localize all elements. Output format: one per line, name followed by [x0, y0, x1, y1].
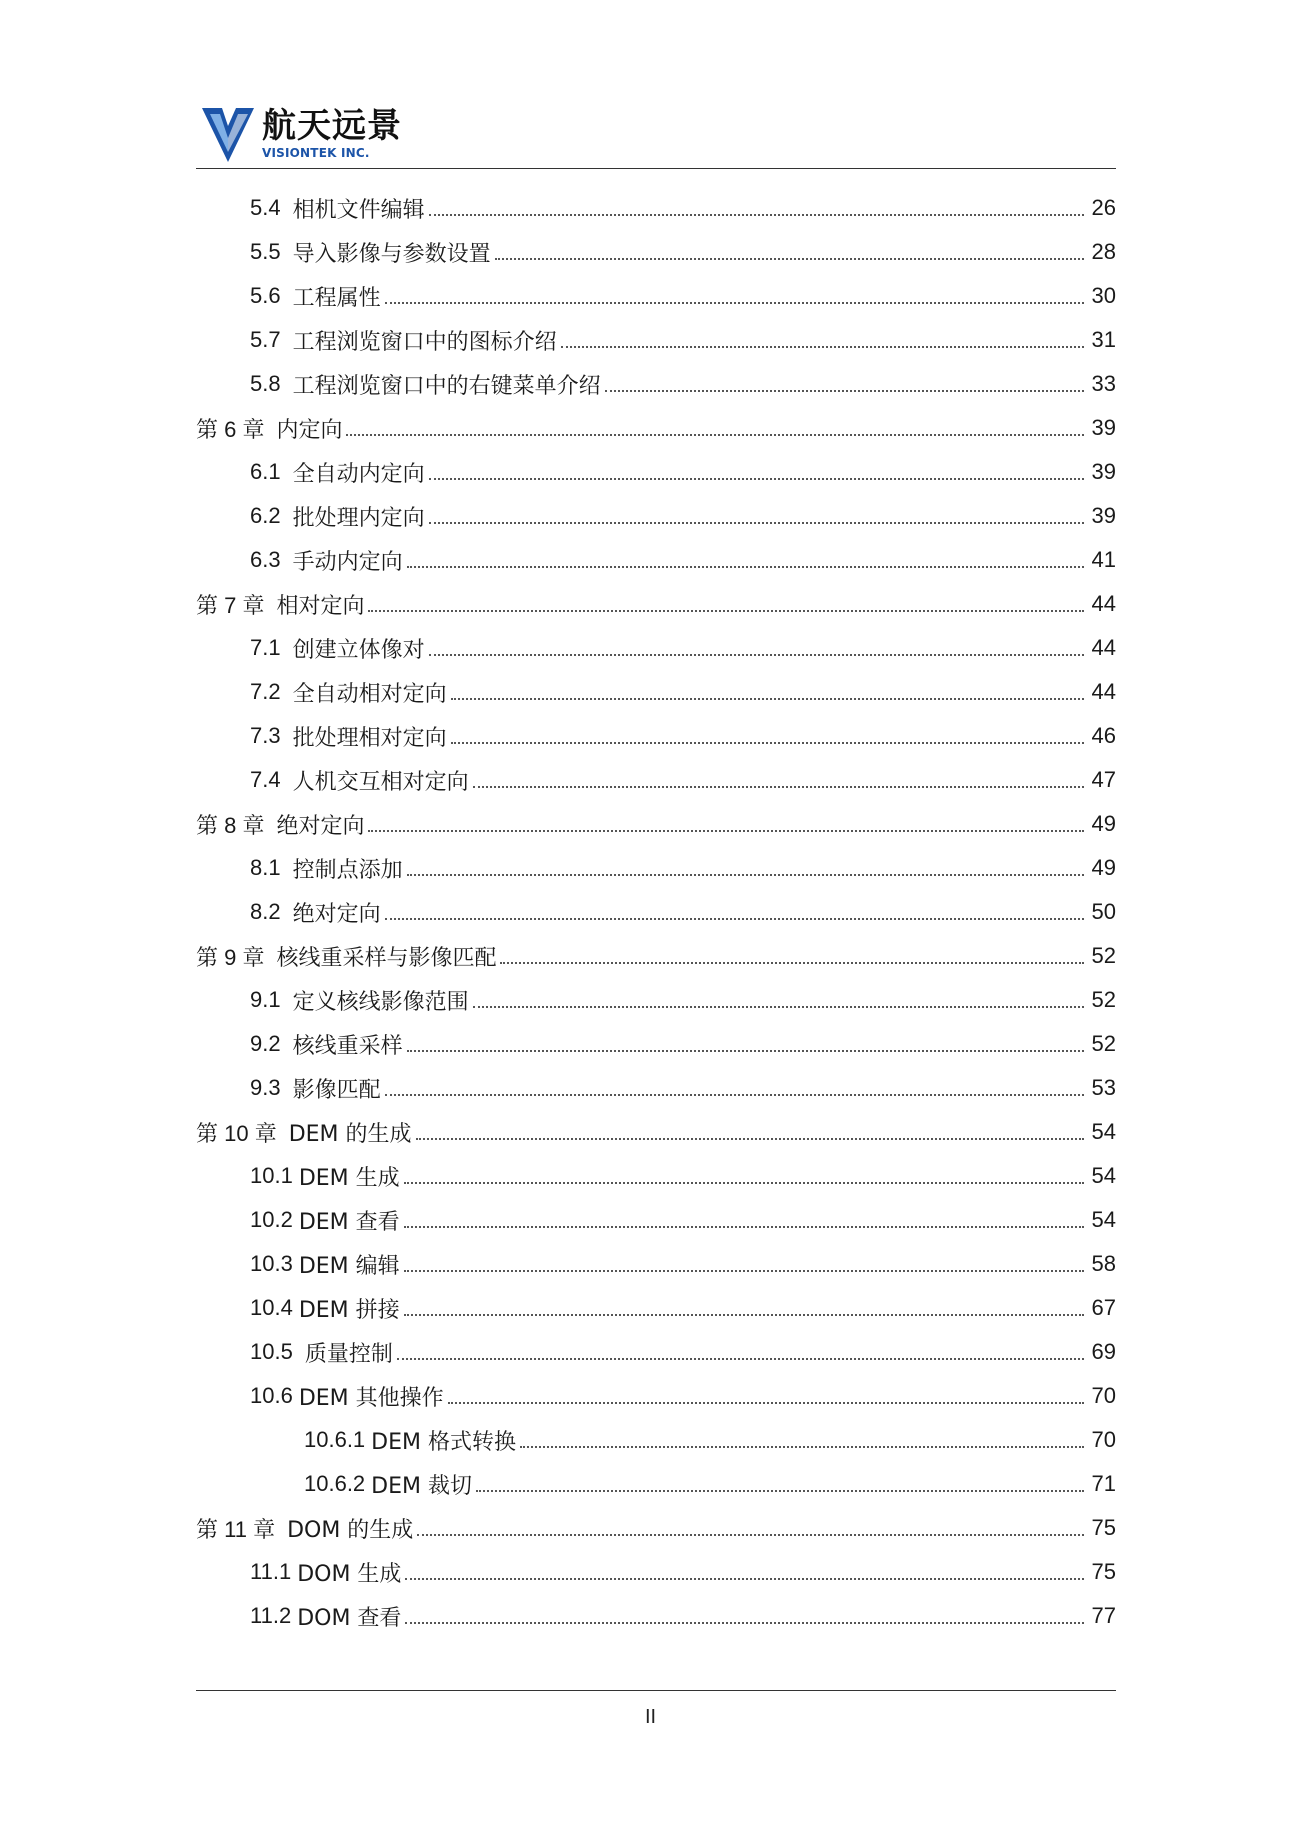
toc-entry-title: 影像匹配 [292, 1077, 381, 1103]
toc-entry-number: 9.2 [250, 1031, 281, 1056]
toc-dot-leader [407, 874, 1084, 876]
toc-section-entry[interactable] [196, 1330, 1116, 1374]
toc-section-entry[interactable] [196, 714, 1116, 758]
toc-entry-number: 7.3 [250, 723, 281, 748]
page-number: II [644, 1706, 657, 1728]
toc-entry-number: 5.4 [250, 195, 281, 220]
toc-entry-page: 39 [1091, 415, 1116, 440]
toc-dot-leader [385, 1094, 1084, 1096]
toc-entry-number: 11.2 [250, 1603, 292, 1628]
toc-entry-number: 9.1 [250, 987, 281, 1012]
toc-entry-title: DEM 编辑 [298, 1253, 400, 1279]
toc-dot-leader [429, 478, 1084, 480]
toc-entry-page: 70 [1091, 1383, 1116, 1408]
toc-entry-page: 44 [1091, 679, 1116, 704]
toc-entry-number: 6.3 [250, 547, 281, 572]
toc-entry-page: 54 [1091, 1119, 1116, 1144]
toc-entry-page: 31 [1091, 327, 1116, 352]
toc-entry-title: DEM 查看 [298, 1209, 400, 1235]
toc-dot-leader [385, 918, 1084, 920]
toc-dot-leader [404, 1226, 1084, 1228]
toc-entry-title: DEM 其他操作 [298, 1385, 444, 1411]
toc-entry-number: 10.3 [250, 1251, 293, 1276]
visiontek-logo-icon [202, 108, 254, 162]
toc-entry-title: DEM 拼接 [298, 1297, 400, 1323]
toc-entry-number: 5.8 [250, 371, 281, 396]
toc-dot-leader [346, 434, 1084, 436]
toc-dot-leader [416, 1138, 1084, 1140]
toc-entry-title: 批处理相对定向 [292, 725, 447, 751]
toc-entry-page: 71 [1091, 1471, 1116, 1496]
toc-entry-number: 第 11 章 [196, 1516, 276, 1542]
toc-entry-number: 5.5 [250, 239, 281, 264]
toc-entry-title: 核线重采样 [292, 1033, 403, 1059]
toc-dot-leader [417, 1534, 1084, 1536]
toc-section-entry[interactable] [196, 1154, 1116, 1198]
toc-section-entry[interactable] [196, 494, 1116, 538]
toc-dot-leader [476, 1490, 1084, 1492]
toc-entry-title: DOM 的生成 [287, 1517, 414, 1543]
logo-english-name: VISIONTEK INC. [262, 146, 370, 160]
toc-section-entry[interactable] [196, 1418, 1116, 1462]
toc-dot-leader [404, 1270, 1084, 1272]
toc-section-entry[interactable] [196, 1198, 1116, 1242]
toc-section-entry[interactable] [196, 758, 1116, 802]
toc-entry-title: 导入影像与参数设置 [292, 241, 491, 267]
toc-dot-leader [473, 1006, 1084, 1008]
toc-dot-leader [368, 610, 1084, 612]
toc-section-entry[interactable] [196, 230, 1116, 274]
toc-entry-title: 创建立体像对 [292, 637, 425, 663]
toc-entry-title: 批处理内定向 [292, 505, 425, 531]
toc-section-entry[interactable] [196, 1022, 1116, 1066]
toc-entry-number: 10.5 [250, 1339, 293, 1364]
toc-entry-page: 26 [1091, 195, 1116, 220]
toc-entry-number: 第 6 章 [196, 416, 265, 442]
toc-entry-number: 第 9 章 [196, 944, 265, 970]
toc-dot-leader [429, 654, 1084, 656]
toc-chapter-entry[interactable] [196, 582, 1116, 626]
toc-entry-number: 8.1 [250, 855, 281, 880]
toc-section-entry[interactable] [196, 1242, 1116, 1286]
toc-section-entry[interactable] [196, 846, 1116, 890]
toc-dot-leader [429, 214, 1084, 216]
toc-entry-page: 50 [1091, 899, 1116, 924]
toc-entry-title: 全自动相对定向 [292, 681, 447, 707]
toc-section-entry[interactable] [196, 626, 1116, 670]
toc-entry-title: 工程属性 [292, 285, 381, 311]
toc-dot-leader [385, 302, 1084, 304]
toc-entry-page: 52 [1091, 987, 1116, 1012]
toc-entry-number: 第 7 章 [196, 592, 265, 618]
toc-entry-title: 核线重采样与影像匹配 [276, 945, 497, 971]
toc-entry-page: 41 [1091, 547, 1116, 572]
toc-entry-page: 75 [1091, 1515, 1116, 1540]
toc-entry-title: DEM 的生成 [288, 1121, 412, 1147]
toc-chapter-entry[interactable] [196, 1506, 1116, 1550]
toc-entry-page: 39 [1091, 459, 1116, 484]
toc-entry-title: DOM 查看 [297, 1605, 402, 1631]
toc-entry-page: 30 [1091, 283, 1116, 308]
toc-section-entry[interactable] [196, 538, 1116, 582]
toc-entry-title: 定义核线影像范围 [292, 989, 469, 1015]
toc-dot-leader [495, 258, 1084, 260]
toc-entry-title: DOM 生成 [297, 1561, 402, 1587]
toc-entry-page: 46 [1091, 723, 1116, 748]
toc-entry-title: 绝对定向 [276, 813, 365, 839]
toc-dot-leader [451, 742, 1084, 744]
toc-entry-number: 7.4 [250, 767, 281, 792]
toc-entry-number: 7.2 [250, 679, 281, 704]
toc-entry-page: 44 [1091, 591, 1116, 616]
toc-entry-page: 69 [1091, 1339, 1116, 1364]
toc-dot-leader [429, 522, 1084, 524]
toc-dot-leader [407, 1050, 1084, 1052]
toc-entry-number: 6.1 [250, 459, 281, 484]
toc-entry-number: 10.2 [250, 1207, 293, 1232]
toc-dot-leader [405, 1622, 1084, 1624]
toc-entry-page: 58 [1091, 1251, 1116, 1276]
toc-entry-page: 52 [1091, 943, 1116, 968]
toc-entry-title: 相对定向 [276, 593, 365, 619]
toc-entry-page: 44 [1091, 635, 1116, 660]
toc-entry-title: 内定向 [276, 417, 343, 443]
toc-entry-title: 绝对定向 [292, 901, 381, 927]
toc-entry-title: DEM 格式转换 [371, 1429, 516, 1455]
toc-entry-number: 6.2 [250, 503, 281, 528]
toc-entry-number: 5.6 [250, 283, 281, 308]
toc-dot-leader [520, 1446, 1084, 1448]
toc-section-entry[interactable] [196, 1550, 1116, 1594]
toc-entry-page: 75 [1091, 1559, 1116, 1584]
toc-entry-page: 67 [1091, 1295, 1116, 1320]
toc-dot-leader [368, 830, 1084, 832]
toc-entry-title: 相机文件编辑 [292, 197, 425, 223]
toc-section-entry[interactable] [196, 670, 1116, 714]
toc-entry-page: 49 [1091, 811, 1116, 836]
toc-entry-number: 8.2 [250, 899, 281, 924]
page-header [196, 104, 1116, 168]
toc-entry-title: 质量控制 [304, 1341, 393, 1367]
toc-entry-number: 9.3 [250, 1075, 281, 1100]
toc-entry-page: 28 [1091, 239, 1116, 264]
logo-chinese-name: 航天远景 [262, 106, 402, 146]
toc-section-entry[interactable] [196, 450, 1116, 494]
toc-dot-leader [451, 698, 1084, 700]
toc-entry-page: 54 [1091, 1207, 1116, 1232]
toc-entry-number: 11.1 [250, 1559, 292, 1584]
toc-entry-number: 第 10 章 [196, 1120, 277, 1146]
toc-entry-number: 10.6.2 [304, 1471, 366, 1496]
toc-entry-page: 53 [1091, 1075, 1116, 1100]
toc-chapter-entry[interactable] [196, 1110, 1116, 1154]
toc-dot-leader [561, 346, 1084, 348]
toc-section-entry[interactable] [196, 1066, 1116, 1110]
toc-section-entry[interactable] [196, 362, 1116, 406]
toc-dot-leader [473, 786, 1084, 788]
toc-section-entry[interactable] [196, 318, 1116, 362]
toc-entry-number: 10.1 [250, 1163, 293, 1188]
toc-section-entry[interactable] [196, 1594, 1116, 1638]
toc-section-entry[interactable] [196, 274, 1116, 318]
toc-dot-leader [404, 1182, 1084, 1184]
toc-entry-title: 工程浏览窗口中的右键菜单介绍 [292, 373, 601, 399]
toc-entry-number: 5.7 [250, 327, 281, 352]
toc-entry-page: 54 [1091, 1163, 1116, 1188]
toc-section-entry[interactable] [196, 1462, 1116, 1506]
toc-entry-page: 52 [1091, 1031, 1116, 1056]
toc-dot-leader [500, 962, 1084, 964]
toc-entry-page: 39 [1091, 503, 1116, 528]
toc-section-entry[interactable] [196, 890, 1116, 934]
toc-entry-page: 77 [1091, 1603, 1116, 1628]
toc-dot-leader [405, 1578, 1084, 1580]
toc-section-entry[interactable] [196, 186, 1116, 230]
toc-entry-title: 手动内定向 [292, 549, 403, 575]
toc-section-entry[interactable] [196, 978, 1116, 1022]
footer-divider [196, 1690, 1116, 1691]
toc-entry-number: 7.1 [250, 635, 281, 660]
header-divider [196, 168, 1116, 169]
toc-section-entry[interactable] [196, 1374, 1116, 1418]
toc-entry-title: 工程浏览窗口中的图标介绍 [292, 329, 557, 355]
toc-chapter-entry[interactable] [196, 934, 1116, 978]
toc-entry-title: 人机交互相对定向 [292, 769, 469, 795]
toc-chapter-entry[interactable] [196, 406, 1116, 450]
toc-entry-page: 33 [1091, 371, 1116, 396]
toc-entry-number: 10.6 [250, 1383, 293, 1408]
toc-dot-leader [407, 566, 1084, 568]
toc-dot-leader [397, 1358, 1084, 1360]
toc-entry-title: 控制点添加 [292, 857, 403, 883]
toc-section-entry[interactable] [196, 1286, 1116, 1330]
toc-entry-number: 第 8 章 [196, 812, 265, 838]
toc-entry-page: 49 [1091, 855, 1116, 880]
table-of-contents [196, 186, 1116, 1638]
toc-entry-title: DEM 裁切 [371, 1473, 472, 1499]
toc-dot-leader [448, 1402, 1084, 1404]
toc-chapter-entry[interactable] [196, 802, 1116, 846]
toc-entry-page: 47 [1091, 767, 1116, 792]
toc-dot-leader [605, 390, 1084, 392]
toc-entry-number: 10.6.1 [304, 1427, 366, 1452]
toc-dot-leader [404, 1314, 1084, 1316]
toc-entry-page: 70 [1091, 1427, 1116, 1452]
toc-entry-title: 全自动内定向 [292, 461, 425, 487]
toc-entry-title: DEM 生成 [298, 1165, 400, 1191]
toc-entry-number: 10.4 [250, 1295, 293, 1320]
